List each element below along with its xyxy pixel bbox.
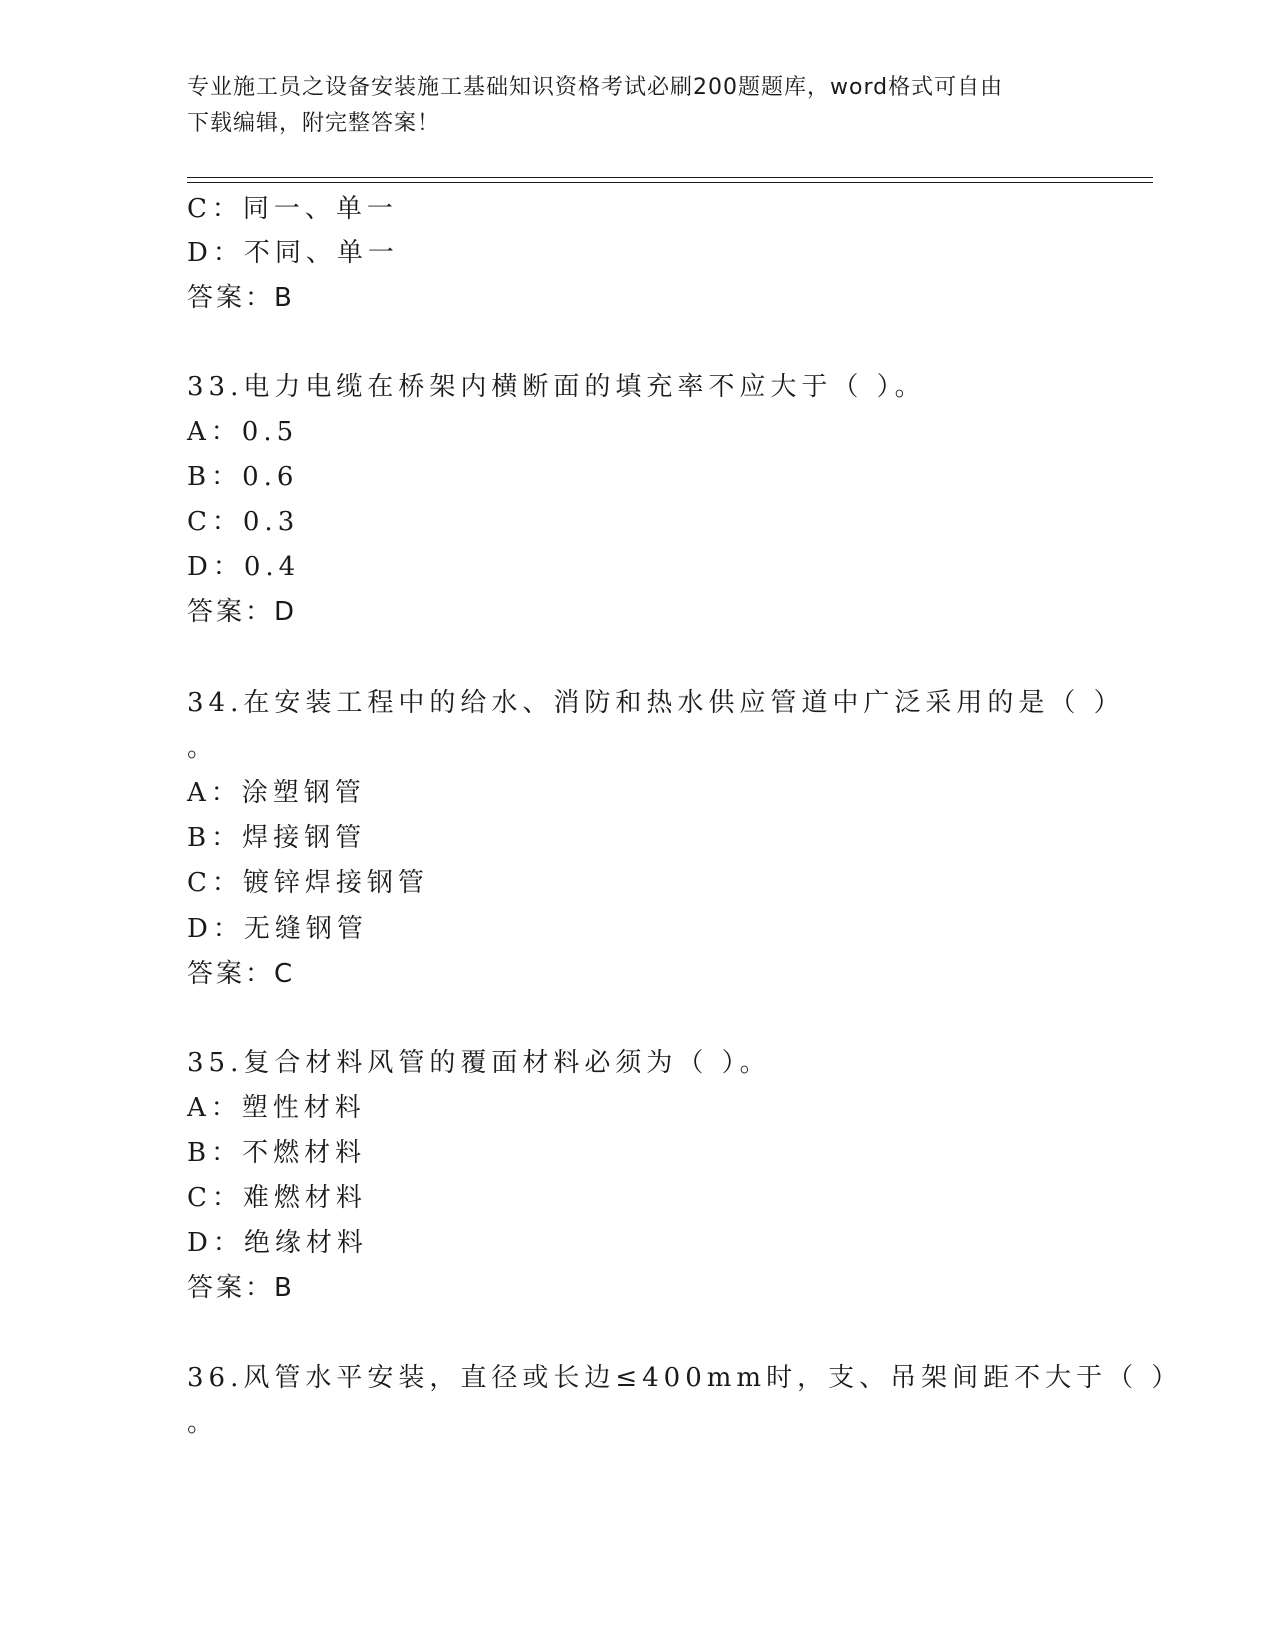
question-34-continuation: 。 <box>187 733 219 763</box>
question-35: 35.复合材料风管的覆面材料必须为（ ）。 <box>187 1048 771 1078</box>
document-header <box>187 70 1087 142</box>
answer-q33: 答案：D <box>187 597 298 627</box>
question-36: 36.风管水平安装，直径或长边≤400mm时，支、吊架间距不大于（ ） <box>187 1363 1183 1393</box>
option-c-q32: C：同一、单一 <box>187 194 398 224</box>
option-a-q34: A：涂塑钢管 <box>187 778 366 808</box>
question-33: 33.电力电缆在桥架内横断面的填充率不应大于（ ）。 <box>187 372 926 402</box>
option-c-q34: C：镀锌焊接钢管 <box>187 868 429 898</box>
option-d-q33: D：0.4 <box>187 552 301 582</box>
header-divider-bottom <box>187 182 1153 183</box>
option-c-q33: C：0.3 <box>187 507 300 537</box>
option-c-q35: C：难燃材料 <box>187 1183 367 1213</box>
option-a-q33: A：0.5 <box>187 417 299 447</box>
question-36-continuation: 。 <box>187 1408 219 1438</box>
option-d-q34: D：无缝钢管 <box>187 914 368 944</box>
question-34: 34.在安装工程中的给水、消防和热水供应管道中广泛采用的是（ ） <box>187 688 1125 718</box>
option-a-q35: A：塑性材料 <box>187 1093 366 1123</box>
header-title-line-2: 下载编辑，附完整答案！ <box>187 111 441 136</box>
header-title-line-1: 专业施工员之设备安装施工基础知识资格考试必刷200题题库，word格式可自由 <box>187 75 1004 100</box>
option-b-q34: B：焊接钢管 <box>187 823 367 853</box>
answer-q32: 答案：B <box>187 283 295 313</box>
option-b-q33: B：0.6 <box>187 462 299 492</box>
option-d-q35: D：绝缘材料 <box>187 1228 368 1258</box>
answer-q35: 答案：B <box>187 1273 295 1303</box>
option-d-q32: D：不同、单一 <box>187 238 399 268</box>
header-divider-top <box>187 177 1153 178</box>
option-b-q35: B：不燃材料 <box>187 1138 367 1168</box>
answer-q34: 答案：C <box>187 959 296 989</box>
